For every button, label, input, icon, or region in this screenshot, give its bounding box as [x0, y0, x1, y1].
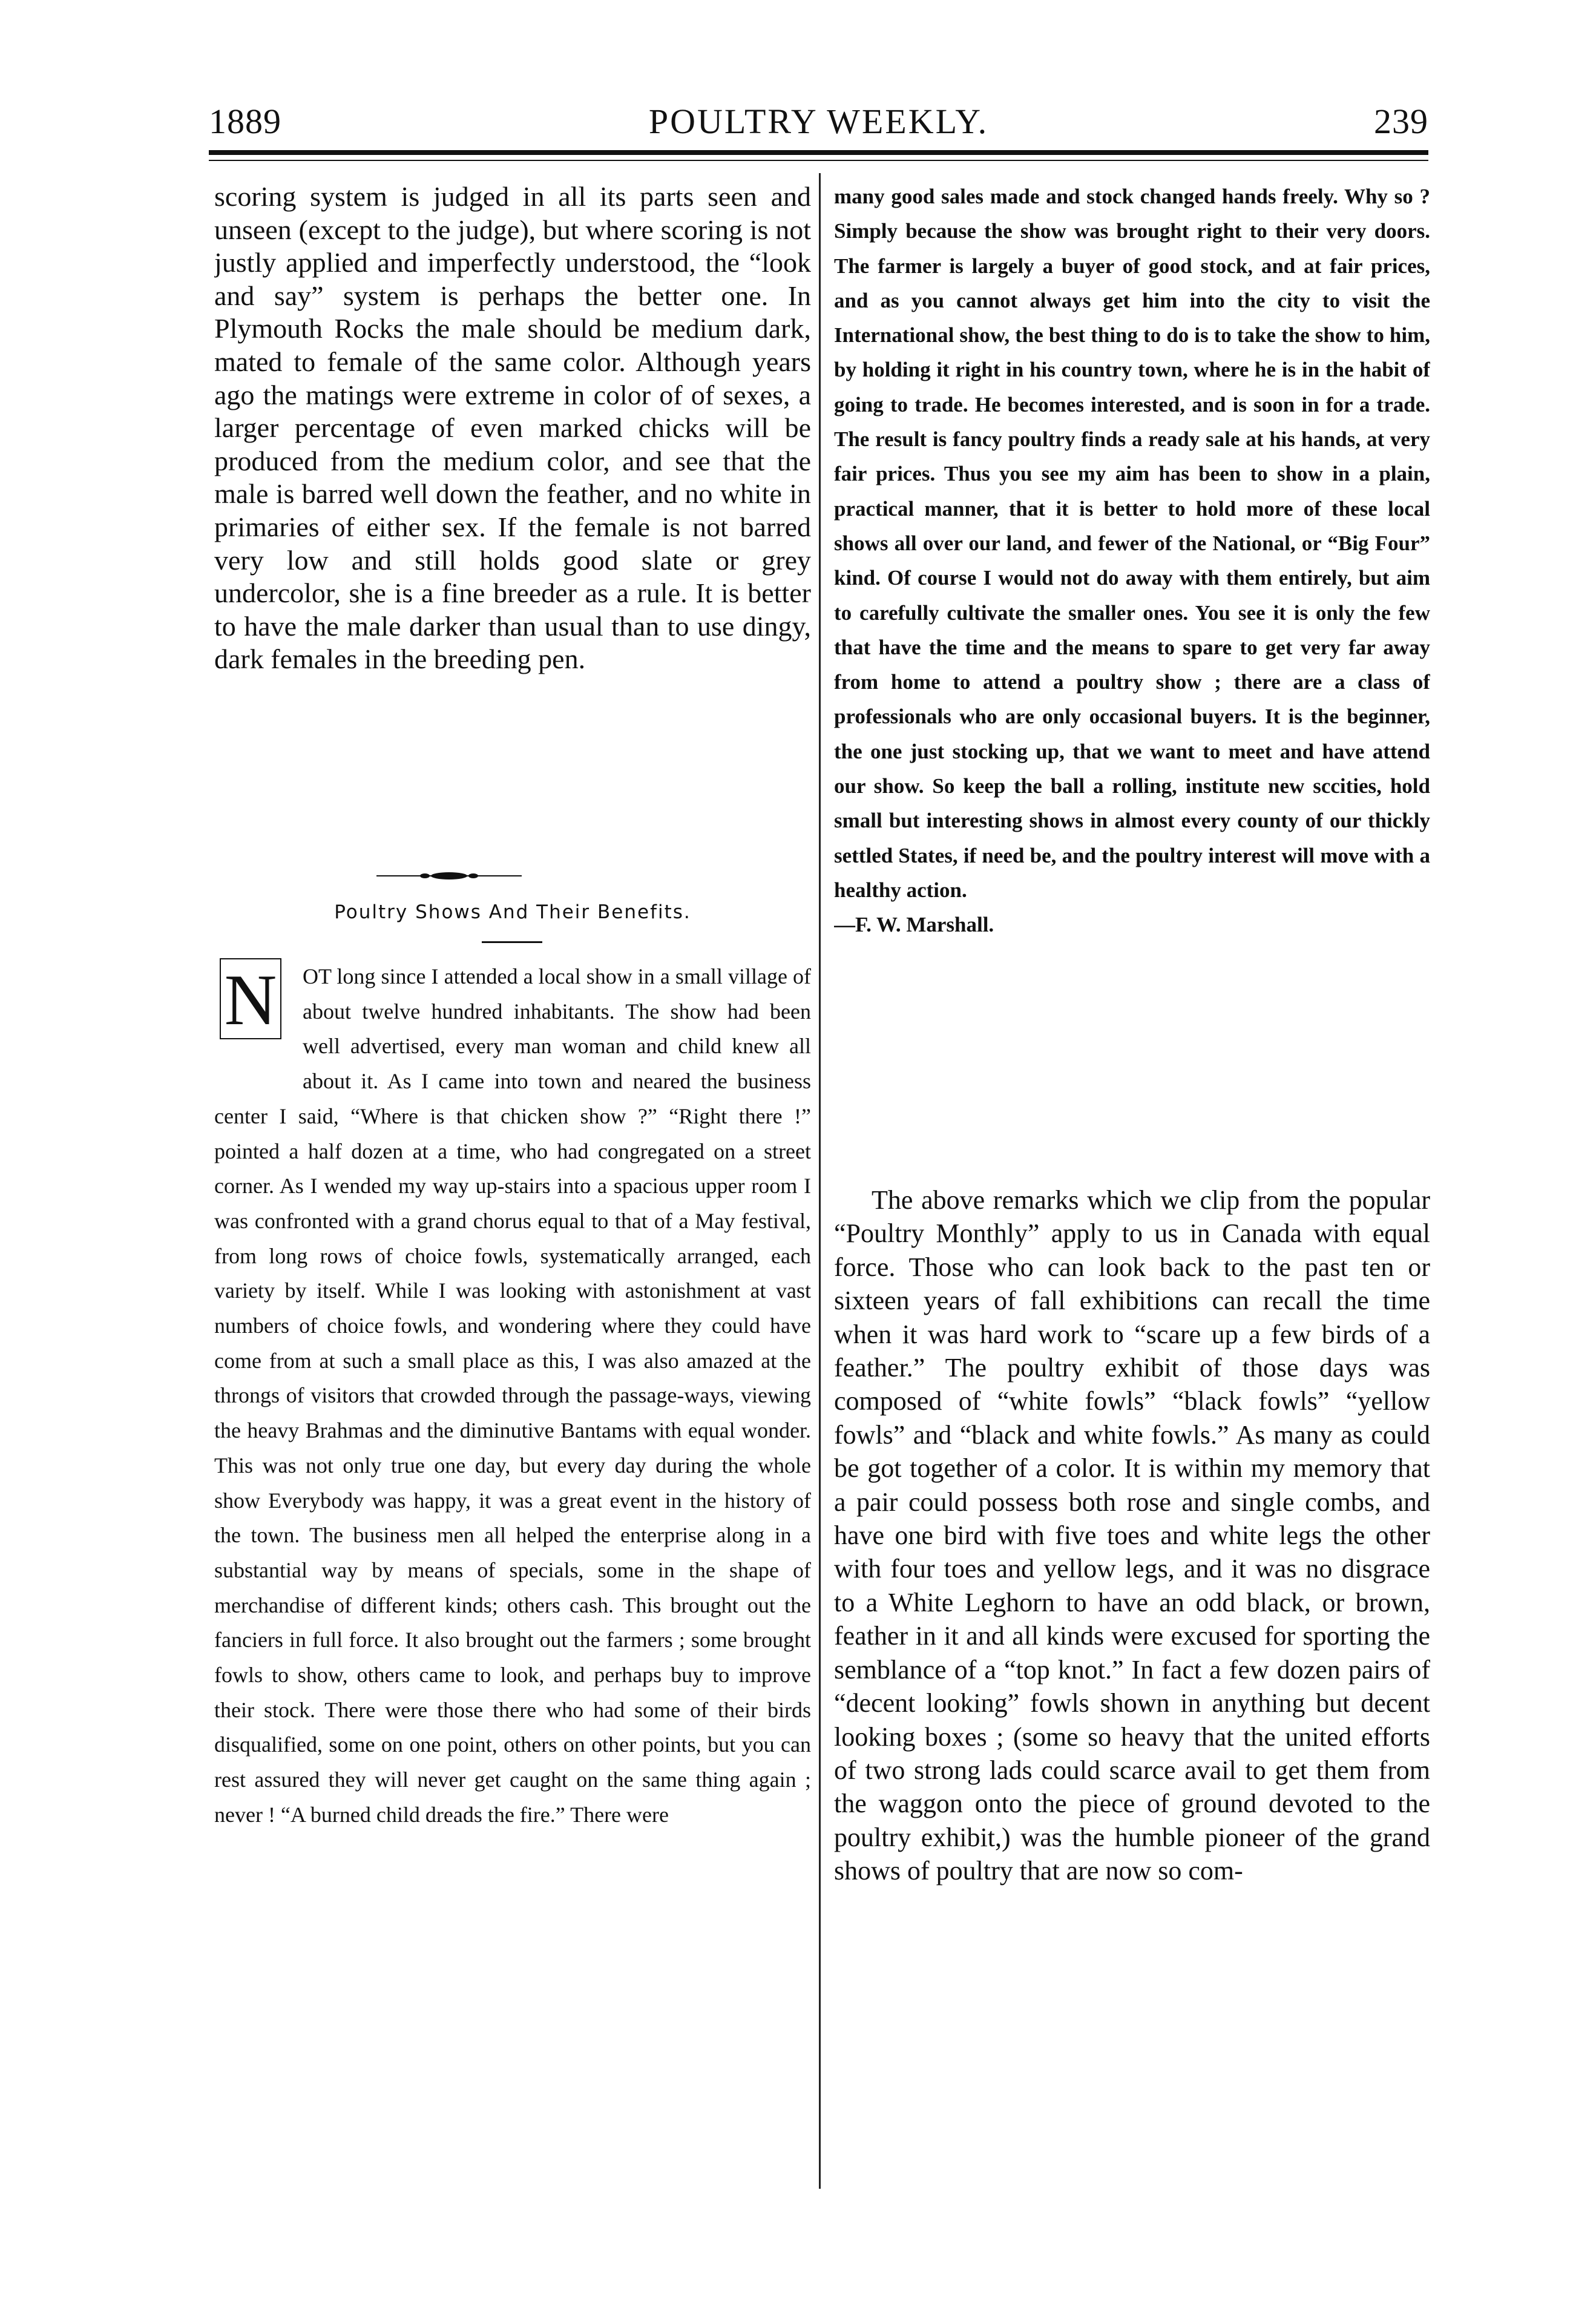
right-column-article-continued: [834, 179, 1430, 1172]
drop-cap-spacer: [214, 959, 298, 1087]
section-heading: Poultry Shows And Their Benefits.: [334, 901, 691, 923]
page-number: 239: [1374, 102, 1428, 141]
issue-year: 1889: [209, 102, 281, 141]
right-column-editorial: [834, 1183, 1430, 2191]
masthead: [209, 100, 1428, 154]
publication-title: POULTRY WEEKLY.: [648, 102, 989, 141]
column-divider: [819, 173, 821, 2189]
article-paragraph: OT long since I attended a local show in a small village of about twelve hundred inhabitants. The show had been well advertised, every man woman and child knew all about it. As I came into town and neared the business center I said, “Where is that chicken show ?” “Right there !” pointed a half dozen at a time, who had congregated on a street corner. As I wended my way up-stairs into a spacious upper room I was confronted with a grand chorus equal to that of a May festival, from long rows of choice fowls, systematically arranged, each variety by itself. While I was looking with astonishment at vast numbers of choice fowls, and wondering where they could have come from at such a small place as this, I was also amazed at the throngs of visitors that crowded through the passage-ways, viewing the heavy Brahmas and the diminutive Bantams with equal wonder. This was not only true one day, but every day during the whole show Everybody was happy, it was a great event in the history of the town. The business men all helped the enterprise along in a substantial way by means of specials, some in the shape of merchandise of different kinds; others cash. This brought out the fanciers in full force. It also brought out the farmers ; some brought fowls to show, others came to look, and perhaps buy to improve their stock. There were those there who had some of their birds disqualified, some on one point, others on other points, but you can rest assured they will never get caught on the same thing again ; never ! “A burned child dreads the fire.” There were: [214, 964, 811, 1827]
article-continued-text: many good sales made and stock changed hands freely. Why so ? Simply because the show was brought right to their very doors. The farmer is largely a buyer of good stock, and at fair prices, and as you cannot always get him into the city to visit the International show, the best thing to do is to take the show to him, by holding it right in his country town, where he is in the habit of going to trade. He becomes interested, and is soon in for a trade. The result is fancy poultry finds a ready sale at his hands, at very fair prices. Thus you see my aim has been to show in a plain, practical manner, that it is better to hold more of these local shows all over our land, and fewer of the National, or “Big Four” kind. Of course I would not do away with them entirely, but aim to carefully cultivate the smaller ones. You see it is only the few that have the time and the means to spare to get very far away from home to attend a poultry show ; there are a class of professionals who are only occasional buyers. It is the beginner, the one just stocking up, that we want to meet and have attend our show. So keep the ball a rolling, institute new sccities, hold small but interesting shows in almost every county of our thickly settled States, if need be, and the poultry interest will move with a healthy action.: [834, 185, 1430, 902]
masthead-rule-thick: [209, 150, 1428, 155]
left-column-continued-article: [214, 180, 811, 883]
section-ornament-icon: [376, 870, 522, 881]
article-continued-paragraph: [834, 179, 1430, 942]
left-column-article-body: [214, 959, 811, 2191]
continued-paragraph: scoring system is judged in all its parts seen and unseen (except to the judge), but where scoring is not justly applied and imperfectly understood, the “look and say” system is perhaps the better one. In Plymouth Rocks the male should be medium dark, mated to female of the same color. Although years ago the matings were extreme in color of of sexes, a larger percentage of even marked chicks will be produced from the medium color, and see that the male is barred well down the feather, and no white in primaries of either sex. If the female is not barred very low and still holds good slate or grey undercolor, she is a fine breeder as a rule. It is better to have the male darker than usual than to use dingy, dark females in the breeding pen.: [214, 181, 811, 675]
section-heading-rule: [482, 941, 542, 943]
drop-cap-letter: N: [224, 959, 277, 1040]
author-signature: —F. W. Marshall.: [834, 913, 994, 937]
editorial-paragraph: The above remarks which we clip from the popular “Poultry Monthly” apply to us in Canada with equal force. Those who can look back to the past ten or sixteen years of fall exhibitions can recall the time when it was hard work to “scare up a few birds of a feather.” The poultry exhibit of those days was composed of “white fowls” “black fowls” “yellow fowls” and “black and white fowls.” As many as could be got together of a color. It is within my memory that a pair could possess both rose and single combs, and have one bird with five toes and white legs the other with four toes and yellow legs, and it was no disgrace to a White Leghorn to have an odd black, or brown, feather in it and all kinds were excused for sporting the semblance of a “top knot.” In fact a few dozen pairs of “decent looking” fowls shown in anything but decent looking boxes ; (some so heavy that the united efforts of two strong lads could scarce avail to get them from the waggon onto the piece of ground devoted to the poultry exhibit,) was the humble pioneer of the grand shows of poultry that are now so com-: [834, 1185, 1430, 1886]
masthead-rule-thin: [209, 160, 1428, 161]
